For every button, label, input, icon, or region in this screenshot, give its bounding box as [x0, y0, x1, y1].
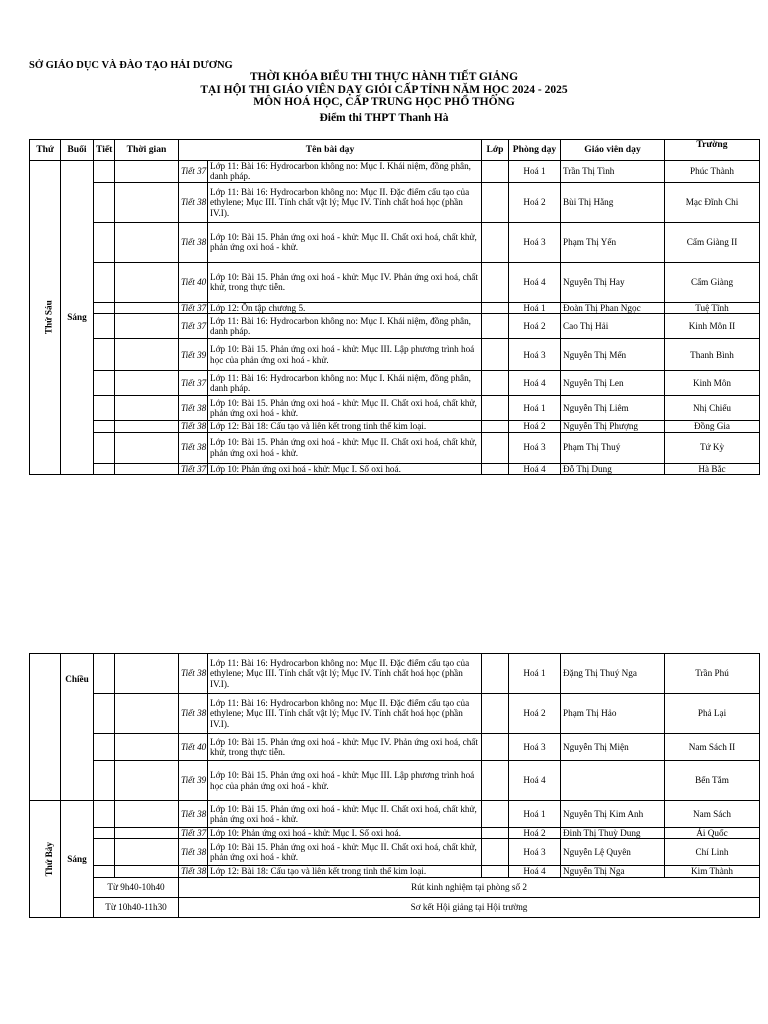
room-cell: Hoá 3 [509, 222, 561, 262]
tiet-cell [94, 694, 115, 734]
room-cell: Hoá 1 [509, 396, 561, 421]
teacher-cell [561, 761, 665, 801]
class-cell [482, 339, 509, 371]
col-lop: Lớp [482, 140, 509, 161]
day-cell-thu-sau-label: Thứ Sáu [43, 300, 54, 335]
header-row [30, 140, 760, 161]
teacher-cell: Đinh Thị Thuỳ Dung [561, 828, 665, 839]
room-cell: Hoá 1 [509, 801, 561, 828]
class-cell [482, 761, 509, 801]
room-cell: Hoá 1 [509, 161, 561, 183]
tiet-cell [94, 339, 115, 371]
schedule-table-1 [29, 139, 760, 475]
time-cell [115, 654, 179, 694]
class-cell [482, 262, 509, 302]
tiet-cell [94, 314, 115, 339]
room-cell: Hoá 4 [509, 371, 561, 396]
lesson-title-cell: Lớp 10: Phản ứng oxi hoá - khử: Mục I. Số oxi hoá. [208, 828, 482, 839]
school-cell: Phúc Thành [665, 161, 760, 183]
time-cell [115, 396, 179, 421]
time-cell [115, 421, 179, 432]
period-cell: Tiết 38 [179, 866, 208, 877]
class-cell [482, 828, 509, 839]
time-cell [115, 761, 179, 801]
title-line-2: TẠI HỘI THI GIÁO VIÊN DẠY GIỎI CẤP TỈNH NĂM HỌC 2024 - 2025 [200, 83, 568, 96]
time-cell [115, 839, 179, 866]
time-cell [115, 432, 179, 463]
col-tenbai: Tên bài dạy [179, 140, 482, 161]
school-cell: Tứ Kỳ [665, 432, 760, 463]
period-cell: Tiết 40 [179, 262, 208, 302]
room-cell: Hoá 4 [509, 866, 561, 877]
time-cell [115, 828, 179, 839]
teacher-cell: Nguyễn Lệ Quyên [561, 839, 665, 866]
tiet-cell [94, 866, 115, 877]
lesson-title-cell: Lớp 10: Bài 15. Phản ứng oxi hoá - khử: Mục II. Chất oxi hoá, chất khử, phản ứng oxi hoá - khử. [208, 432, 482, 463]
col-gv: Giáo viên dạy [561, 140, 665, 161]
session-cell-chieu: Chiều [61, 654, 94, 801]
session-cell-sang: Sáng [61, 161, 94, 475]
class-cell [482, 222, 509, 262]
room-cell: Hoá 1 [509, 302, 561, 313]
table-row [30, 396, 760, 421]
tiet-cell [94, 371, 115, 396]
lesson-title-cell: Lớp 11: Bài 16: Hydrocarbon không no: Mục II. Đặc điểm cấu tạo của ethylene; Mục III. Tính chất vật lý; Mục IV. Tính chất hoá học (phần IV.I). [208, 182, 482, 222]
period-cell: Tiết 38 [179, 801, 208, 828]
table-row [30, 761, 760, 801]
lesson-title-cell: Lớp 10: Bài 15. Phản ứng oxi hoá - khử: Mục II. Chất oxi hoá, chất khử, phản ứng oxi hoá - khử. [208, 222, 482, 262]
lesson-title-cell: Lớp 10: Bài 15. Phản ứng oxi hoá - khử: Mục III. Lập phương trình hoá học của phản ứng oxi hoá - khử. [208, 761, 482, 801]
extra-activity-cell: Sơ kết Hội giảng tại Hội trường [179, 897, 760, 917]
school-cell: Bến Tắm [665, 761, 760, 801]
teacher-cell: Nguyễn Thị Nga [561, 866, 665, 877]
table-row [30, 302, 760, 313]
class-cell [482, 396, 509, 421]
table-row [30, 182, 760, 222]
school-cell: Nam Sách [665, 801, 760, 828]
period-cell: Tiết 38 [179, 694, 208, 734]
tiet-cell [94, 222, 115, 262]
period-cell: Tiết 39 [179, 761, 208, 801]
school-cell: Trần Phú [665, 654, 760, 694]
school-cell: Hà Bắc [665, 463, 760, 474]
table-row [30, 262, 760, 302]
tiet-cell [94, 262, 115, 302]
room-cell: Hoá 2 [509, 421, 561, 432]
time-cell [115, 866, 179, 877]
table-row [30, 694, 760, 734]
teacher-cell: Trần Thị Tình [561, 161, 665, 183]
lesson-title-cell: Lớp 10: Phản ứng oxi hoá - khử: Mục I. Số oxi hoá. [208, 463, 482, 474]
time-cell [115, 801, 179, 828]
lesson-title-cell: Lớp 12: Bài 18: Cấu tạo và liên kết trong tinh thể kim loại. [208, 421, 482, 432]
table-row [30, 654, 760, 694]
title-line-4: Điểm thi THPT Thanh Hà [319, 111, 449, 124]
time-cell [115, 182, 179, 222]
teacher-cell: Nguyễn Thị Mến [561, 339, 665, 371]
lesson-title-cell: Lớp 10: Bài 15. Phản ứng oxi hoá - khử: Mục II. Chất oxi hoá, chất khử, phản ứng oxi hoá - khử. [208, 801, 482, 828]
time-cell [115, 463, 179, 474]
room-cell: Hoá 4 [509, 761, 561, 801]
period-cell: Tiết 37 [179, 161, 208, 183]
table-row [30, 828, 760, 839]
extra-time-cell: Từ 9h40-10h40 [94, 877, 179, 897]
period-cell: Tiết 38 [179, 396, 208, 421]
lesson-title-cell: Lớp 11: Bài 16: Hydrocarbon không no: Mục II. Đặc điểm cấu tạo của ethylene; Mục III. Tính chất vật lý; Mục IV. Tính chất hoá học (phần IV.I). [208, 694, 482, 734]
period-cell: Tiết 37 [179, 463, 208, 474]
school-cell: Kim Thành [665, 866, 760, 877]
lesson-title-cell: Lớp 11: Bài 16: Hydrocarbon không no: Mục I. Khái niệm, đồng phân, danh pháp. [208, 314, 482, 339]
time-cell [115, 734, 179, 761]
table-row [30, 222, 760, 262]
teacher-cell: Đoàn Thị Phan Ngọc [561, 302, 665, 313]
period-cell: Tiết 38 [179, 654, 208, 694]
school-cell: Chí Linh [665, 839, 760, 866]
table-row [30, 877, 760, 897]
school-cell: Nam Sách II [665, 734, 760, 761]
class-cell [482, 421, 509, 432]
title-line-1: THỜI KHÓA BIỂU THI THỰC HÀNH TIẾT GIẢNG [249, 71, 519, 83]
school-cell: Thanh Bình [665, 339, 760, 371]
day-cell-continued [30, 654, 61, 801]
period-cell: Tiết 38 [179, 421, 208, 432]
class-cell [482, 314, 509, 339]
lesson-title-cell: Lớp 11: Bài 16: Hydrocarbon không no: Mục I. Khái niệm, đồng phân, danh pháp. [208, 161, 482, 183]
col-truong: Trường [665, 140, 760, 161]
teacher-cell: Nguyễn Thị Kim Anh [561, 801, 665, 828]
teacher-cell: Nguyễn Thị Len [561, 371, 665, 396]
class-cell [482, 302, 509, 313]
teacher-cell: Nguyễn Thị Phượng [561, 421, 665, 432]
school-cell: Cẩm Giàng [665, 262, 760, 302]
room-cell: Hoá 3 [509, 339, 561, 371]
period-cell: Tiết 38 [179, 432, 208, 463]
session-cell-sang-2: Sáng [61, 801, 94, 918]
teacher-cell: Đặng Thị Thuý Nga [561, 654, 665, 694]
tiet-cell [94, 654, 115, 694]
period-cell: Tiết 37 [179, 828, 208, 839]
class-cell [482, 161, 509, 183]
lesson-title-cell: Lớp 10: Bài 15. Phản ứng oxi hoá - khử: Mục II. Chất oxi hoá, chất khử, phản ứng oxi hoá - khử. [208, 396, 482, 421]
room-cell: Hoá 3 [509, 839, 561, 866]
time-cell [115, 339, 179, 371]
col-tiet: Tiết [94, 140, 115, 161]
tiet-cell [94, 828, 115, 839]
tiet-cell [94, 302, 115, 313]
table-row [30, 839, 760, 866]
extra-time-cell: Từ 10h40-11h30 [94, 897, 179, 917]
room-cell: Hoá 3 [509, 734, 561, 761]
table-row [30, 432, 760, 463]
class-cell [482, 182, 509, 222]
schedule-table-2 [29, 653, 760, 918]
time-cell [115, 262, 179, 302]
col-buoi: Buổi [61, 140, 94, 161]
table-row [30, 897, 760, 917]
period-cell: Tiết 38 [179, 839, 208, 866]
tiet-cell [94, 432, 115, 463]
class-cell [482, 654, 509, 694]
class-cell [482, 463, 509, 474]
lesson-title-cell: Lớp 11: Bài 16: Hydrocarbon không no: Mục II. Đặc điểm cấu tạo của ethylene; Mục III. Tính chất vật lý; Mục IV. Tính chất hoá học (phần IV.I). [208, 654, 482, 694]
lesson-title-cell: Lớp 10: Bài 15. Phản ứng oxi hoá - khử: Mục III. Lập phương trình hoá học của phản ứng oxi hoá - khử. [208, 339, 482, 371]
room-cell: Hoá 2 [509, 182, 561, 222]
tiet-cell [94, 396, 115, 421]
class-cell [482, 839, 509, 866]
day-cell-thu-bay-label: Thứ Bảy [43, 841, 54, 877]
class-cell [482, 801, 509, 828]
tiet-cell [94, 182, 115, 222]
room-cell: Hoá 2 [509, 828, 561, 839]
teacher-cell: Nguyễn Thị Miện [561, 734, 665, 761]
tiet-cell [94, 421, 115, 432]
period-cell: Tiết 37 [179, 302, 208, 313]
teacher-cell: Đỗ Thị Dung [561, 463, 665, 474]
time-cell [115, 314, 179, 339]
day-cell-thu-sau [30, 161, 61, 475]
room-cell: Hoá 4 [509, 262, 561, 302]
table-row [30, 161, 760, 183]
room-cell: Hoá 2 [509, 694, 561, 734]
table-row [30, 801, 760, 828]
lesson-title-cell: Lớp 10: Bài 15. Phản ứng oxi hoá - khử: Mục IV. Phản ứng oxi hoá, chất khử, trong thực tiễn. [208, 262, 482, 302]
title-line-3: MÔN HOÁ HỌC, CẤP TRUNG HỌC PHỔ THÔNG [253, 96, 515, 108]
period-cell: Tiết 38 [179, 182, 208, 222]
day-cell-thu-bay [30, 801, 61, 918]
school-cell: Mạc Đĩnh Chi [665, 182, 760, 222]
table-row [30, 463, 760, 474]
document-title [0, 71, 768, 124]
tiet-cell [94, 761, 115, 801]
class-cell [482, 371, 509, 396]
room-cell: Hoá 1 [509, 654, 561, 694]
org-name: SỞ GIÁO DỤC VÀ ĐÀO TẠO HẢI DƯƠNG [29, 60, 233, 71]
teacher-cell: Nguyễn Thị Liêm [561, 396, 665, 421]
school-cell: Nhị Chiểu [665, 396, 760, 421]
table-row [30, 421, 760, 432]
class-cell [482, 734, 509, 761]
extra-activity-cell: Rút kinh nghiệm tại phòng số 2 [179, 877, 760, 897]
time-cell [115, 222, 179, 262]
time-cell [115, 371, 179, 396]
period-cell: Tiết 40 [179, 734, 208, 761]
lesson-title-cell: Lớp 12: Ôn tập chương 5. [208, 302, 482, 313]
class-cell [482, 694, 509, 734]
tiet-cell [94, 734, 115, 761]
school-cell: Ái Quốc [665, 828, 760, 839]
room-cell: Hoá 2 [509, 314, 561, 339]
teacher-cell: Phạm Thị Thuý [561, 432, 665, 463]
tiet-cell [94, 161, 115, 183]
period-cell: Tiết 38 [179, 222, 208, 262]
lesson-title-cell: Lớp 10: Bài 15. Phản ứng oxi hoá - khử: Mục II. Chất oxi hoá, chất khử, phản ứng oxi hoá - khử. [208, 839, 482, 866]
tiet-cell [94, 839, 115, 866]
table-row [30, 339, 760, 371]
table-row [30, 371, 760, 396]
school-cell: Đồng Gia [665, 421, 760, 432]
lesson-title-cell: Lớp 12: Bài 18: Cấu tạo và liên kết trong tinh thể kim loại. [208, 866, 482, 877]
lesson-title-cell: Lớp 11: Bài 16: Hydrocarbon không no: Mục I. Khái niệm, đồng phân, danh pháp. [208, 371, 482, 396]
teacher-cell: Bùi Thị Hằng [561, 182, 665, 222]
period-cell: Tiết 39 [179, 339, 208, 371]
teacher-cell: Phạm Thị Yến [561, 222, 665, 262]
table-row [30, 734, 760, 761]
class-cell [482, 866, 509, 877]
time-cell [115, 302, 179, 313]
col-phong: Phòng dạy [509, 140, 561, 161]
school-cell: Kinh Môn II [665, 314, 760, 339]
school-cell: Tuệ Tĩnh [665, 302, 760, 313]
tiet-cell [94, 801, 115, 828]
period-cell: Tiết 37 [179, 371, 208, 396]
tiet-cell [94, 463, 115, 474]
room-cell: Hoá 4 [509, 463, 561, 474]
room-cell: Hoá 3 [509, 432, 561, 463]
school-cell: Kinh Môn [665, 371, 760, 396]
class-cell [482, 432, 509, 463]
col-thoigian: Thời gian [115, 140, 179, 161]
lesson-title-cell: Lớp 10: Bài 15. Phản ứng oxi hoá - khử: Mục IV. Phản ứng oxi hoá, chất khử, trong thực tiễn. [208, 734, 482, 761]
table-row [30, 314, 760, 339]
time-cell [115, 694, 179, 734]
teacher-cell: Phạm Thị Hảo [561, 694, 665, 734]
teacher-cell: Nguyễn Thị Hay [561, 262, 665, 302]
time-cell [115, 161, 179, 183]
teacher-cell: Cao Thị Hải [561, 314, 665, 339]
school-cell: Cẩm Giàng II [665, 222, 760, 262]
school-cell: Phả Lại [665, 694, 760, 734]
col-thu: Thứ [30, 140, 61, 161]
period-cell: Tiết 37 [179, 314, 208, 339]
table-row [30, 866, 760, 877]
